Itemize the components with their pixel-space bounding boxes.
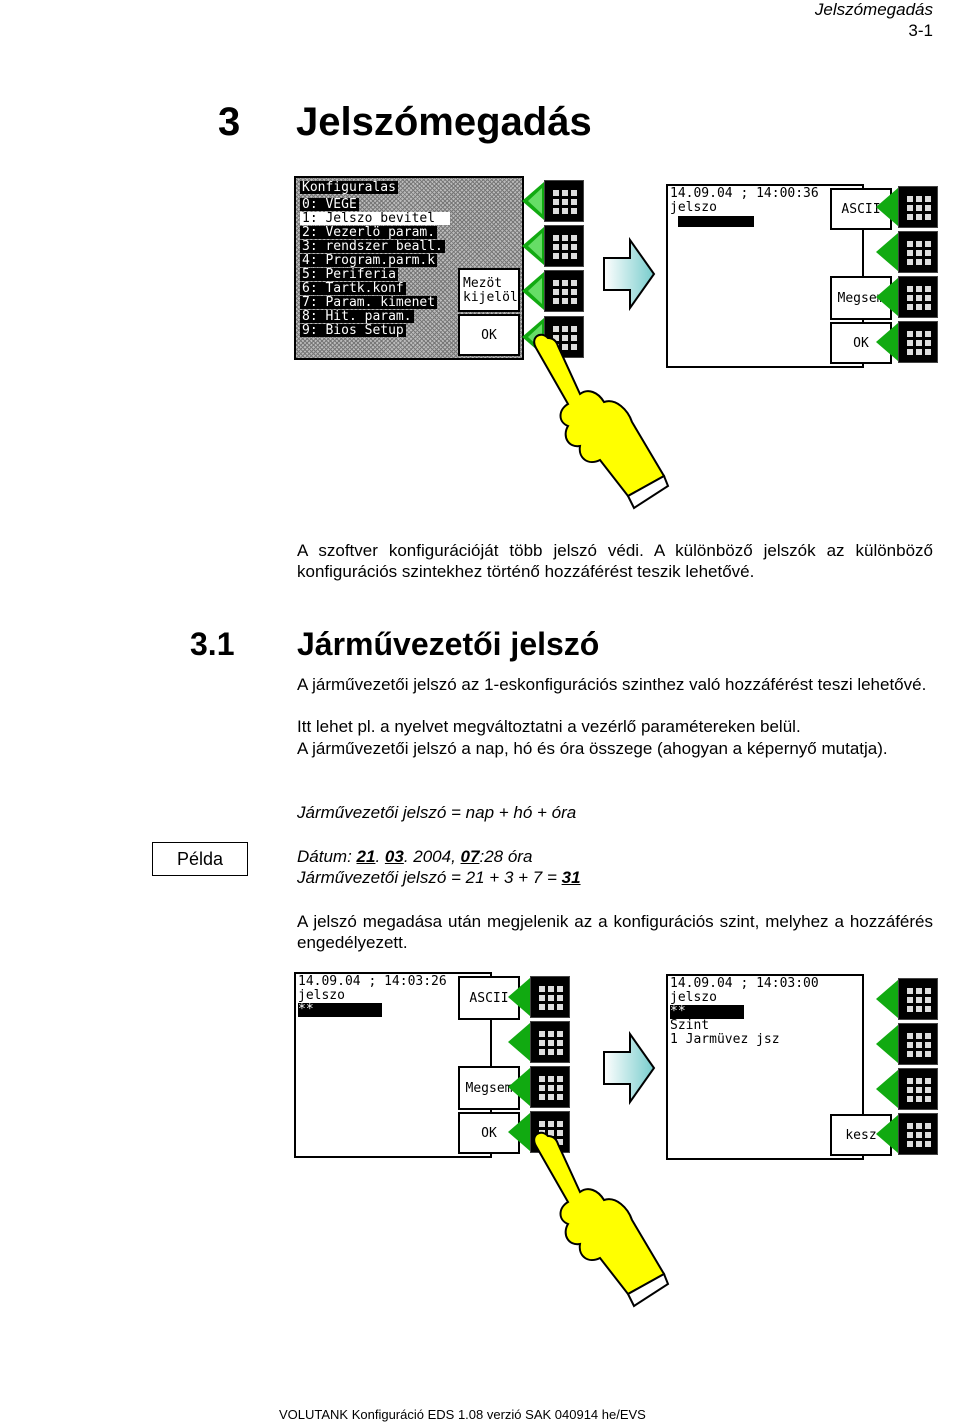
ok-button[interactable]: OK (830, 322, 892, 364)
example-calc-line (297, 867, 581, 888)
ok-button[interactable]: OK (458, 314, 520, 356)
calc-prefix: Járművezetői jelszó = 21 + 3 + 7 = (297, 868, 562, 887)
section-title: Járművezetői jelszó (297, 626, 600, 662)
password-input[interactable] (678, 216, 754, 227)
datetime-text: 14.09.04 ; 14:03:26 (298, 974, 447, 989)
example-date-line (297, 846, 532, 867)
result-value: 31 (561, 868, 581, 887)
password-entered-screen (294, 972, 513, 1158)
keypad-icon[interactable] (522, 270, 584, 312)
keypad-icon[interactable] (522, 180, 584, 222)
password-formula: Járművezetői jelszó = nap + hó + óra (297, 803, 577, 822)
menu-item[interactable]: 2: Vezerlö param. (302, 225, 436, 240)
ok-button[interactable]: OK (458, 1112, 520, 1154)
menu-item[interactable]: 9: Bios Setup (302, 323, 404, 338)
sep: . (375, 847, 385, 866)
level-value: 1 Jarmüvez jsz (670, 1032, 780, 1047)
password-input[interactable]: ** (298, 1003, 382, 1017)
password-screen (666, 184, 885, 368)
ascii-button[interactable]: ASCII (458, 976, 520, 1020)
chapter-number: 3 (218, 100, 241, 144)
config-menu-screen (294, 176, 524, 360)
page-footer: VOLUTANK Konfiguráció EDS 1.08 verzió SAK 040914 he/EVS (279, 1407, 646, 1422)
date-prefix: Dátum: (297, 847, 357, 866)
keypad-icon[interactable] (898, 1068, 960, 1110)
menu-item[interactable]: 3: rendszer beall. (302, 239, 443, 254)
keypad-icon[interactable] (530, 1066, 592, 1108)
select-field-button[interactable]: Mezöt kijelöl (458, 268, 520, 312)
chapter-title: Jelszómegadás (296, 100, 592, 144)
menu-item[interactable]: 5: Periferia (302, 267, 396, 282)
ascii-button[interactable]: ASCII (830, 188, 892, 230)
keypad-icon[interactable] (898, 1023, 960, 1065)
datetime-text: 14.09.04 ; 14:03:00 (670, 976, 819, 991)
password-label: jelszo (670, 200, 717, 215)
section-paragraph-1: A járművezetői jelszó az 1-eskonfigurációs szinthez való hozzáférést teszi lehetővé. (297, 675, 927, 694)
keypad-icon[interactable] (898, 186, 960, 228)
running-header-page: 3-1 (908, 21, 933, 40)
year-part: . 2004, (403, 847, 461, 866)
intro-paragraph: A szoftver konfigurációját több jelszó védi. A különböző jelszók az különböző konfigurációs szintekhez történő hozzáférést teszik lehetővé. (297, 541, 933, 581)
menu-item[interactable]: 0: VEGE (302, 197, 357, 212)
keypad-icon[interactable] (898, 1113, 960, 1155)
month-value: 03 (384, 847, 404, 866)
password-input[interactable]: ** (670, 1005, 744, 1019)
done-button[interactable]: kesz (830, 1114, 892, 1156)
after-paragraph: A jelszó megadása után megjelenik az a konfigurációs szint, melyhez a hozzáférés engedélyezett. (297, 912, 933, 952)
password-label: jelszo (298, 988, 345, 1003)
password-label: jelszo (670, 990, 717, 1005)
access-level-screen (666, 974, 877, 1160)
right-arrow-icon (600, 236, 658, 312)
keypad-icon[interactable] (898, 276, 960, 318)
menu-item-selected[interactable]: 1: Jelszo bevitel (300, 212, 450, 225)
right-arrow-icon (600, 1030, 658, 1106)
menu-item[interactable]: 6: Tartk.konf (302, 281, 404, 296)
hour-value: 07 (460, 847, 480, 866)
pointing-hand-icon (528, 326, 668, 516)
cancel-button[interactable]: Megsem (830, 276, 892, 320)
menu-item[interactable]: 8: Hit. param. (302, 309, 412, 324)
example-label: Példa (152, 842, 248, 876)
keypad-icon[interactable] (522, 225, 584, 267)
keypad-icon[interactable] (898, 978, 960, 1020)
menu-item[interactable]: 7: Param. kimenet (302, 295, 436, 310)
menu-item[interactable]: 4: Program.parm.k (302, 253, 436, 268)
keypad-icon[interactable] (530, 976, 592, 1018)
running-header-title: Jelszómegadás (814, 0, 933, 19)
cancel-button[interactable]: Megsem (458, 1066, 520, 1110)
pointing-hand-icon (528, 1124, 668, 1314)
day-value: 21 (356, 847, 376, 866)
keypad-icon[interactable] (898, 321, 960, 363)
section-number: 3.1 (190, 626, 235, 662)
datetime-text: 14.09.04 ; 14:00:36 (670, 186, 819, 201)
screen-title: Konfiguralas (302, 180, 396, 195)
keypad-icon[interactable] (898, 231, 960, 273)
section-paragraph-2: Itt lehet pl. a nyelvet megváltoztatni a vezérlő paramétereken belül. (297, 717, 801, 736)
level-label: Szint (670, 1018, 710, 1033)
time-rest: :28 óra (479, 847, 533, 866)
section-paragraph-3: A járművezetői jelszó a nap, hó és óra összege (ahogyan a képernyő mutatja). (297, 739, 888, 758)
keypad-icon[interactable] (530, 1021, 592, 1063)
